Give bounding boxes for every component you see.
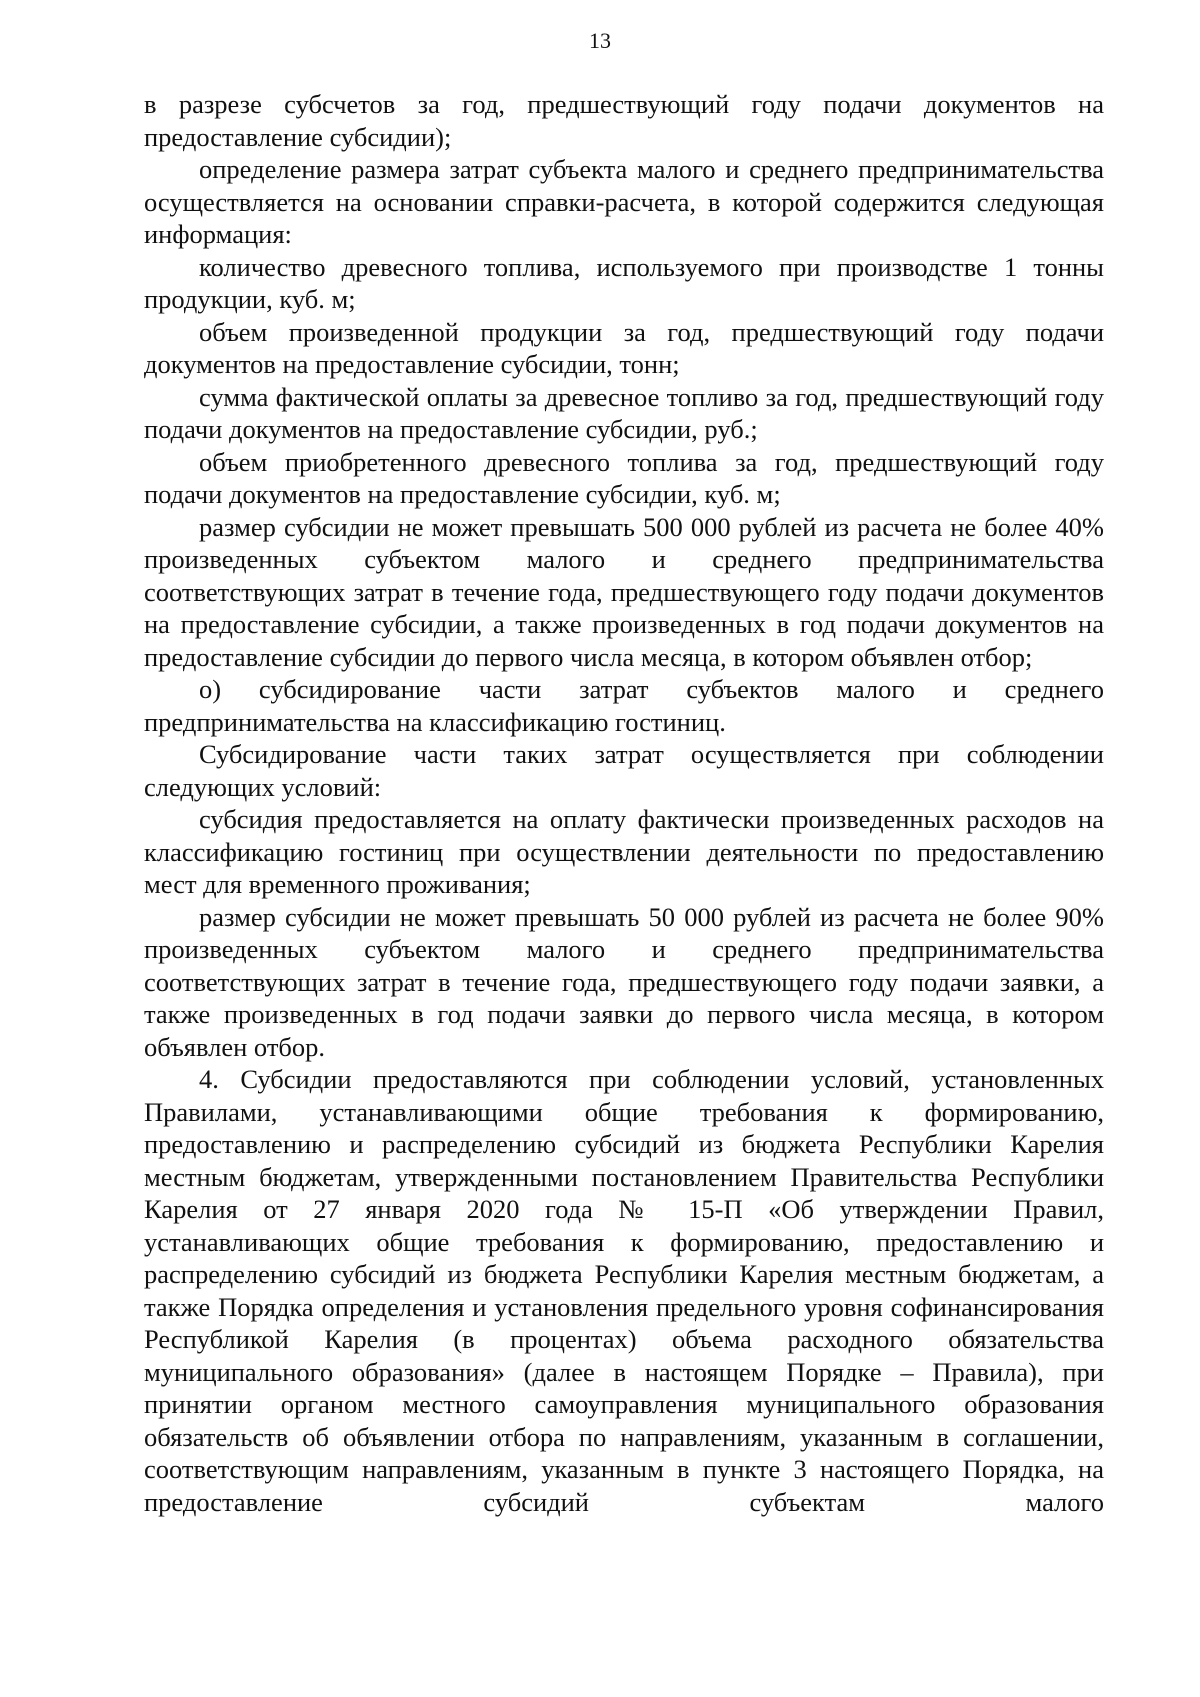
paragraph: о) субсидирование части затрат субъектов малого и среднего предпринимательства на классификацию гостиниц. — [144, 674, 1104, 737]
paragraph: в разрезе субсчетов за год, предшествующий году подачи документов на предоставление субсидии); — [144, 89, 1104, 152]
page-number: 13 — [589, 28, 611, 53]
paragraph: количество древесного топлива, используемого при производстве 1 тонны продукции, куб. м; — [144, 251, 1104, 314]
paragraph: определение размера затрат субъекта малого и среднего предпринимательства осуществляется на основании справки-расчета, в которой содержится следующая информация: — [144, 154, 1104, 249]
document-body — [144, 88, 1104, 1518]
paragraph: субсидия предоставляется на оплату фактически произведенных расходов на классификацию гостиниц при осуществлении деятельности по предоставлению мест для временного проживания; — [144, 804, 1104, 899]
paragraph: сумма фактической оплаты за древесное топливо за год, предшествующий году подачи документов на предоставление субсидии, руб.; — [144, 381, 1104, 444]
paragraph: размер субсидии не может превышать 50 000 рублей из расчета не более 90% произведенных субъектом малого и среднего предпринимательства соответствующих затрат в течение года, предшествующего году подачи заявки, а также произведенных в год подачи заявки до первого числа месяца, в котором объявлен отбор. — [144, 901, 1104, 1062]
paragraph: Субсидирование части таких затрат осуществляется при соблюдении следующих условий: — [144, 739, 1104, 802]
paragraph: объем произведенной продукции за год, предшествующий году подачи документов на предоставление субсидии, тонн; — [144, 316, 1104, 379]
paragraph: размер субсидии не может превышать 500 000 рублей из расчета не более 40% произведенных субъектом малого и среднего предпринимательства соответствующих затрат в течение года, предшествующего году подачи документов на предоставление субсидии, а также произведенных в год подачи документов на предоставление субсидии до первого числа месяца, в котором объявлен отбор; — [144, 511, 1104, 672]
paragraph: объем приобретенного древесного топлива за год, предшествующий году подачи документов на предоставление субсидии, куб. м; — [144, 446, 1104, 509]
paragraph: 4. Субсидии предоставляются при соблюдении условий, установленных Правилами, устанавливающими общие требования к формированию, предоставлению и распределению субсидий из бюджета Республики Карелия местным бюджетам, утвержденными постановлением Правительства Республики Карелия от 27 января 2020 года № 15-П «Об утверждении Правил, устанавливающих общие требования к формированию, предоставлению и распределению субсидий из бюджета Республики Карелия местным бюджетам, а также Порядка определения и установления предельного уровня софинансирования Республикой Карелия (в процентах) объема расходного обязательства муниципального образования» (далее в настоящем Порядке – Правила), при принятии органом местного самоуправления муниципального образования обязательств об объявлении отбора по направлениям, указанным в соглашении, соответствующим направлениям, указанным в пункте 3 настоящего Порядка, на предоставление субсидий субъектам малого — [144, 1064, 1104, 1517]
